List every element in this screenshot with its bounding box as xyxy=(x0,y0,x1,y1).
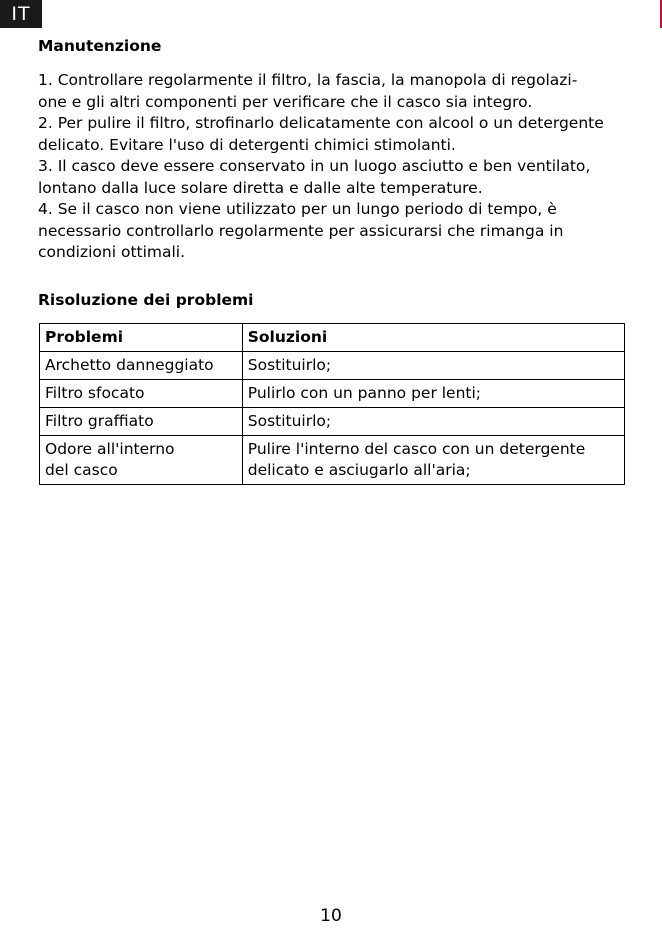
table-header-row xyxy=(40,324,625,352)
solution-cell: Sostituirlo; xyxy=(242,352,624,380)
troubleshooting-table xyxy=(39,323,625,485)
solution-cell: Pulirlo con un panno per lenti; xyxy=(242,380,624,408)
solution-line: delicato e asciugarlo all'aria; xyxy=(247,461,471,479)
table-row xyxy=(40,352,625,380)
solution-cell: Sostituirlo; xyxy=(242,408,624,436)
problem-column-header: Problemi xyxy=(40,324,243,352)
problem-cell: Filtro sfocato xyxy=(40,380,243,408)
problem-line: Odore all'interno xyxy=(45,440,175,458)
problem-cell: Archetto danneggiato xyxy=(40,352,243,380)
maintenance-item: 3. Il casco deve essere conservato in un luogo asciutto e ben ventilato, lontano dalla luce solare diretta e dalle alte temperature. xyxy=(38,157,591,197)
language-tab: IT xyxy=(0,0,42,28)
maintenance-item: 1. Controllare regolarmente il filtro, la fascia, la manopola di regolazi- one e gli altri componenti per verificare che il casco sia integro. xyxy=(38,71,578,111)
table-row xyxy=(40,408,625,436)
problem-cell: Filtro graffiato xyxy=(40,408,243,436)
maintenance-item: 4. Se il casco non viene utilizzato per un lungo periodo di tempo, è necessario controllarlo regolarmente per assicurarsi che rimanga in condizioni ottimali. xyxy=(38,200,564,261)
problem-line: del casco xyxy=(45,461,118,479)
maintenance-item: 2. Per pulire il filtro, strofinarlo delicatamente con alcool o un detergente delicato. Evitare l'uso di detergenti chimici stimolanti. xyxy=(38,114,604,154)
maintenance-list xyxy=(38,70,628,264)
solution-column-header: Soluzioni xyxy=(242,324,624,352)
solution-line: Pulire l'interno del casco con un detergente xyxy=(247,440,586,458)
page-number: 10 xyxy=(320,906,342,926)
problem-cell xyxy=(40,436,243,485)
table-row xyxy=(40,380,625,408)
table-row xyxy=(40,436,625,485)
solution-cell xyxy=(242,436,624,485)
maintenance-title: Manutenzione xyxy=(38,37,162,55)
troubleshooting-title: Risoluzione dei problemi xyxy=(38,291,254,309)
